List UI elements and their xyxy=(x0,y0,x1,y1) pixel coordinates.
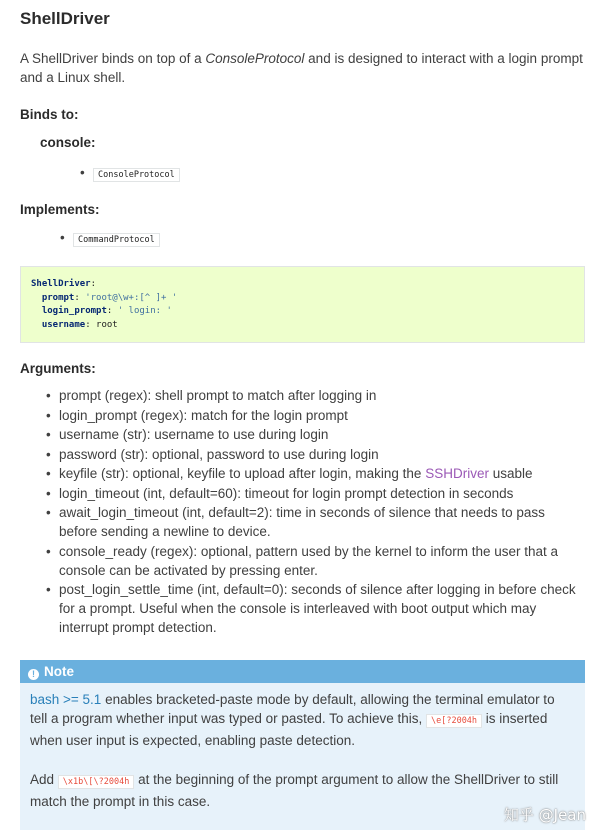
note-text: at the beginning of the prompt argument to allow the ShellDriver to still match the prompt in this case. xyxy=(30,772,559,809)
code-key: prompt xyxy=(41,292,75,303)
code-value: root xyxy=(96,319,118,330)
list-item xyxy=(60,228,160,250)
code-key: username xyxy=(41,319,86,330)
implements-heading: Implements: xyxy=(20,202,100,217)
list-item: • login_prompt (regex): match for the login prompt xyxy=(46,406,586,425)
example-code-block: ShellDriver: prompt: 'root@\w+:[^ ]+ ' login_prompt: ' login: ' username: root xyxy=(20,266,585,343)
intro-pre: A ShellDriver binds on top of a xyxy=(20,51,206,66)
bash-version-link[interactable]: bash >= 5.1 xyxy=(30,692,102,707)
binds-heading: Binds to: xyxy=(20,107,79,122)
list-item: • password (str): optional, password to use during login xyxy=(46,445,586,464)
sshdriver-link[interactable]: SSHDriver xyxy=(425,466,489,481)
arguments-heading: Arguments: xyxy=(20,361,96,376)
implements-list xyxy=(60,228,160,250)
list-item: • prompt (regex): shell prompt to match after logging in xyxy=(46,386,586,405)
list-item: • login_timeout (int, default=60): timeout for login prompt detection in seconds xyxy=(46,484,586,503)
note-title: Note xyxy=(44,664,74,679)
list-item xyxy=(80,163,180,185)
note-text: enables bracketed-paste mode by default, allowing the terminal emulator to tell a program whether input was typed or pasted. To achieve this, xyxy=(30,692,555,726)
console-protocol-code: ConsoleProtocol xyxy=(93,168,180,182)
intro-post: and is designed to interact with a login prompt and a Linux shell. xyxy=(20,51,583,85)
console-list xyxy=(80,163,180,185)
keyfile-text: keyfile (str): optional, keyfile to upload after login, making the xyxy=(59,466,426,481)
intro-paragraph xyxy=(20,49,585,87)
intro-em: ConsoleProtocol xyxy=(205,51,305,66)
list-item: • await_login_timeout (int, default=2): time in seconds of silence that needs to pass before sending a newline to device. xyxy=(46,503,586,541)
list-item xyxy=(46,464,586,483)
note-paragraph-1 xyxy=(30,690,575,750)
note-text: is inserted when user input is expected, enabling paste detection. xyxy=(30,711,548,748)
note-admonition xyxy=(20,660,585,830)
bracketed-paste-code: \e[?2004h xyxy=(426,714,482,728)
note-paragraph-2 xyxy=(30,770,575,811)
keyfile-suffix: usable xyxy=(488,466,533,481)
info-circle-icon: ! xyxy=(28,669,39,680)
code-root: ShellDriver xyxy=(31,279,91,289)
escape-sequence-code: \x1b\[\?2004h xyxy=(58,775,135,789)
zhihu-watermark: 知乎 @Jean xyxy=(503,806,586,824)
note-body xyxy=(20,683,585,811)
list-item: • console_ready (regex): optional, pattern used by the kernel to inform the user that a console can be activated by pressing enter. xyxy=(46,542,586,580)
console-heading: console: xyxy=(40,135,96,150)
code-value: 'root@\w+:[^ ]+ ' xyxy=(85,292,178,303)
code-value: ' login: ' xyxy=(117,306,172,316)
command-protocol-code: CommandProtocol xyxy=(73,233,160,247)
list-item: • post_login_settle_time (int, default=0): seconds of silence after logging in before check for a prompt. Useful when the console is interleaved with boot output which may interrupt prompt detection. xyxy=(46,580,586,637)
page-title: ShellDriver xyxy=(20,9,110,28)
list-item: • username (str): username to use during login xyxy=(46,425,586,444)
note-text: Add xyxy=(30,772,58,787)
code-key: login_prompt xyxy=(41,306,107,316)
arguments-list xyxy=(46,386,586,638)
note-title-bar xyxy=(20,660,585,683)
